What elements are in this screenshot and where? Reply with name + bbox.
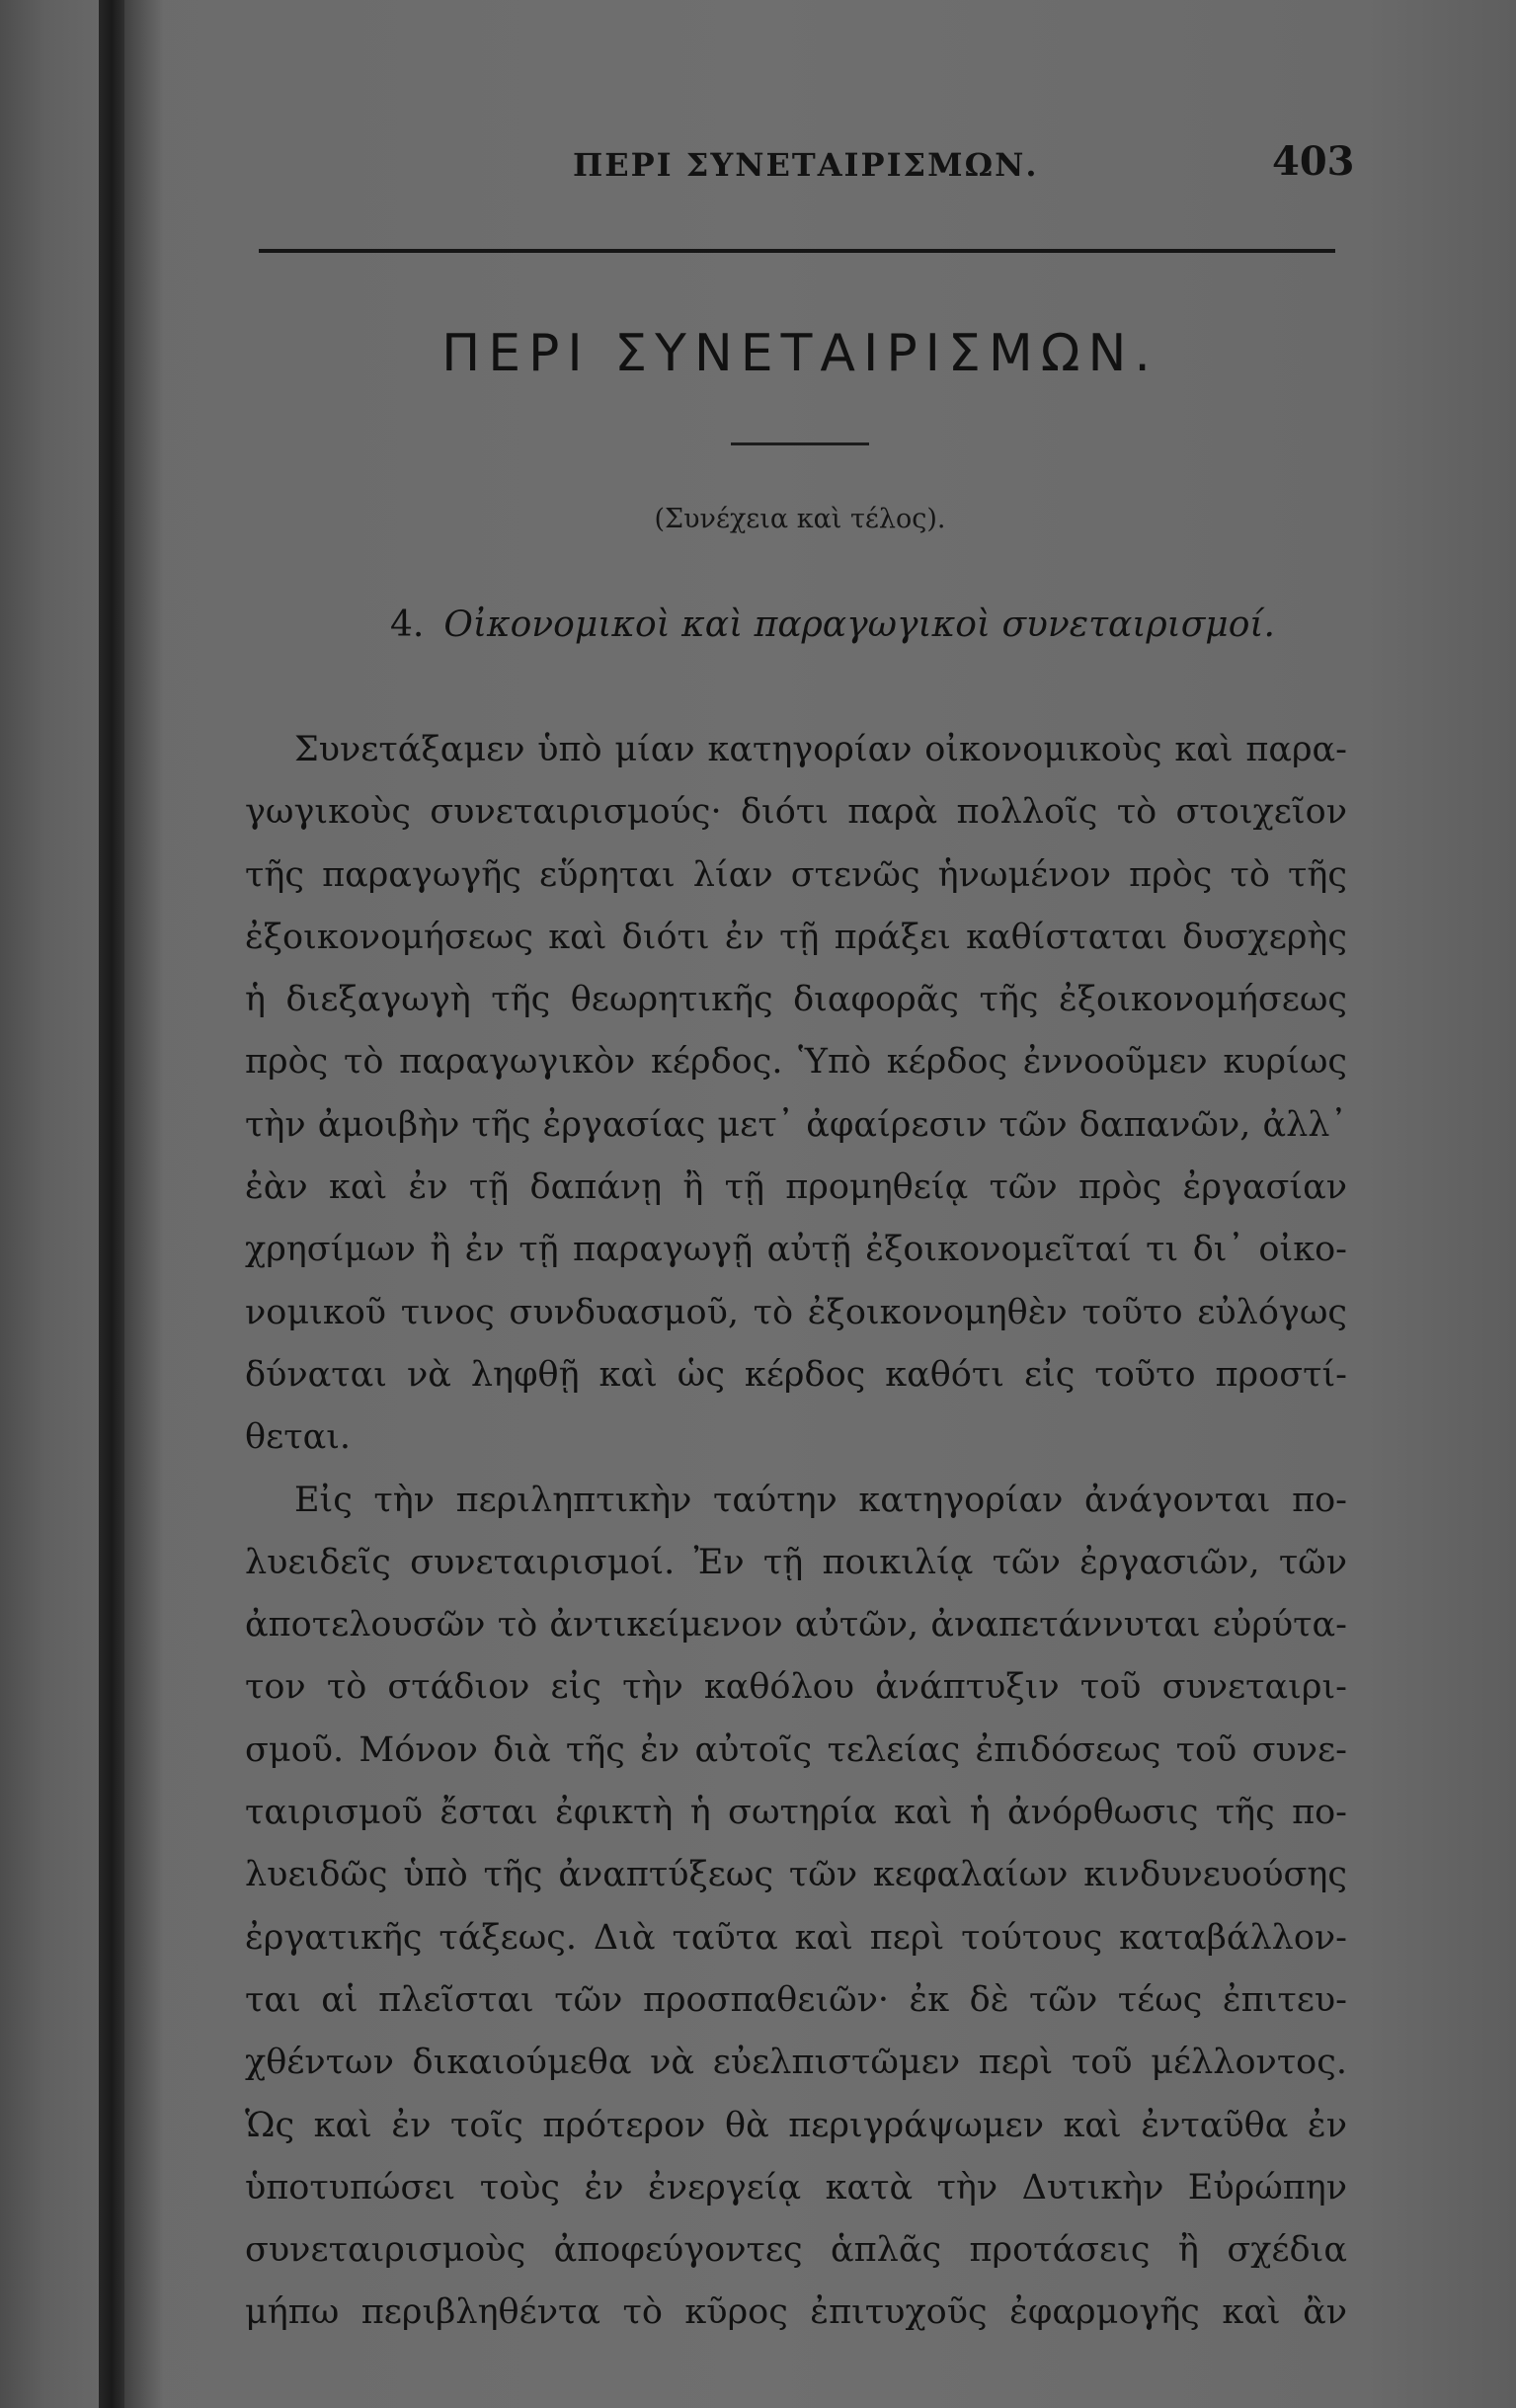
subsection-number: 4. (390, 604, 425, 645)
text-line: λυειδῶς ὑπὸ τῆς ἀναπτύξεως τῶν κεφαλαίων κινδυνευούσης (245, 1855, 1347, 1895)
title-rule (731, 442, 869, 445)
text-line: δύναται νὰ ληφθῇ καὶ ὡς κέρδος καθότι εἰς τοῦτο προστί- (245, 1354, 1347, 1395)
body-text (245, 719, 1347, 2345)
text-line: πρὸς τὸ παραγωγικὸν κέρδος. Ὑπὸ κέρδος ἐννοοῦμεν κυρίως (245, 1042, 1347, 1083)
subtitle: (Συνέχεια καὶ τέλος). (654, 504, 946, 534)
section-title: ΠΕΡΙ ΣΥΝΕΤΑΙΡΙΣΜΩΝ. (441, 324, 1158, 383)
text-line: θεται. (245, 1417, 352, 1458)
running-head: ΠΕΡΙ ΣΥΝΕΤΑΙΡΙΣΜΩΝ. (573, 146, 1039, 184)
text-line: τῆς παραγωγῆς εὕρηται λίαν στενῶς ἡνωμένον πρὸς τὸ τῆς (245, 854, 1347, 895)
text-line: Εἰς τὴν περιληπτικὴν ταύτην κατηγορίαν ἀνάγονται πο- (294, 1480, 1347, 1520)
text-line: νομικοῦ τινος συνδυασμοῦ, τὸ ἐξοικονομηθὲν τοῦτο εὐλόγως (245, 1292, 1347, 1332)
text-line: ἀποτελουσῶν τὸ ἀντικείμενον αὐτῶν, ἀναπετάννυται εὐρύτα- (245, 1605, 1347, 1645)
text-line: χρησίμων ἢ ἐν τῇ παραγωγῇ αὐτῇ ἐξοικονομεῖταί τι δι᾽ οἰκο- (245, 1230, 1347, 1270)
text-line: συνεταιρισμοὺς ἀποφεύγοντες ἁπλᾶς προτάσεις ἢ σχέδια (245, 2230, 1347, 2271)
text-line: Συνετάξαμεν ὑπὸ μίαν κατηγορίαν οἰκονομικοὺς καὶ παρα- (294, 730, 1347, 769)
subsection-heading (390, 604, 1275, 645)
text-line: ται αἱ πλεῖσται τῶν προσπαθειῶν· ἐκ δὲ τῶν τέως ἐπιτευ- (245, 1979, 1347, 2020)
text-line: λυειδεῖς συνεταιρισμοί. Ἐν τῇ ποικιλίᾳ τῶν ἐργασιῶν, τῶν (245, 1542, 1347, 1582)
book-gutter (99, 0, 124, 2408)
text-line: χθέντων δικαιούμεθα νὰ εὐελπιστῶμεν περὶ τοῦ μέλλοντος. (245, 2043, 1347, 2083)
text-line: γωγικοὺς συνεταιρισμούς· διότι παρὰ πολλοῖς τὸ στοιχεῖον (245, 792, 1347, 833)
text-line: ἡ διεξαγωγὴ τῆς θεωρητικῆς διαφορᾶς τῆς ἐξοικονομήσεως (245, 980, 1347, 1020)
text-line: ὑποτυπώσει τοὺς ἐν ἐνεργείᾳ κατὰ τὴν Δυτικὴν Εὐρώπην (245, 2167, 1347, 2207)
header-rule (259, 249, 1335, 253)
text-line: ταιρισμοῦ ἔσται ἐφικτὴ ἡ σωτηρία καὶ ἡ ἀνόρθωσις τῆς πο- (245, 1793, 1347, 1833)
gutter-shadow (124, 0, 164, 2408)
text-line: τὴν ἀμοιβὴν τῆς ἐργασίας μετ᾽ ἀφαίρεσιν τῶν δαπανῶν, ἀλλ᾽ (245, 1104, 1347, 1145)
page-number: 403 (1272, 138, 1355, 185)
text-line: τον τὸ στάδιον εἰς τὴν καθόλου ἀνάπτυξιν τοῦ συνεταιρι- (245, 1667, 1347, 1708)
subsection-title: Οἰκονομικοὶ καὶ παραγωγικοὶ συνεταιρισμοί. (443, 604, 1275, 645)
text-line: μήπω περιβληθέντα τὸ κῦρος ἐπιτυχοῦς ἐφαρμογῆς καὶ ἂν (245, 2292, 1347, 2333)
text-line: Ὡς καὶ ἐν τοῖς πρότερον θὰ περιγράψωμεν καὶ ἐνταῦθα ἐν (245, 2105, 1347, 2145)
text-line: ἐργατικῆς τάξεως. Διὰ ταῦτα καὶ περὶ τούτους καταβάλλον- (245, 1917, 1347, 1958)
text-line: ἐὰν καὶ ἐν τῇ δαπάνῃ ἢ τῇ προμηθείᾳ τῶν πρὸς ἐργασίαν (245, 1167, 1347, 1208)
text-line: ἐξοικονομήσεως καὶ διότι ἐν τῇ πράξει καθίσταται δυσχερὴς (245, 917, 1347, 957)
text-line: σμοῦ. Μόνον διὰ τῆς ἐν αὐτοῖς τελείας ἐπιδόσεως τοῦ συνε- (245, 1729, 1347, 1770)
